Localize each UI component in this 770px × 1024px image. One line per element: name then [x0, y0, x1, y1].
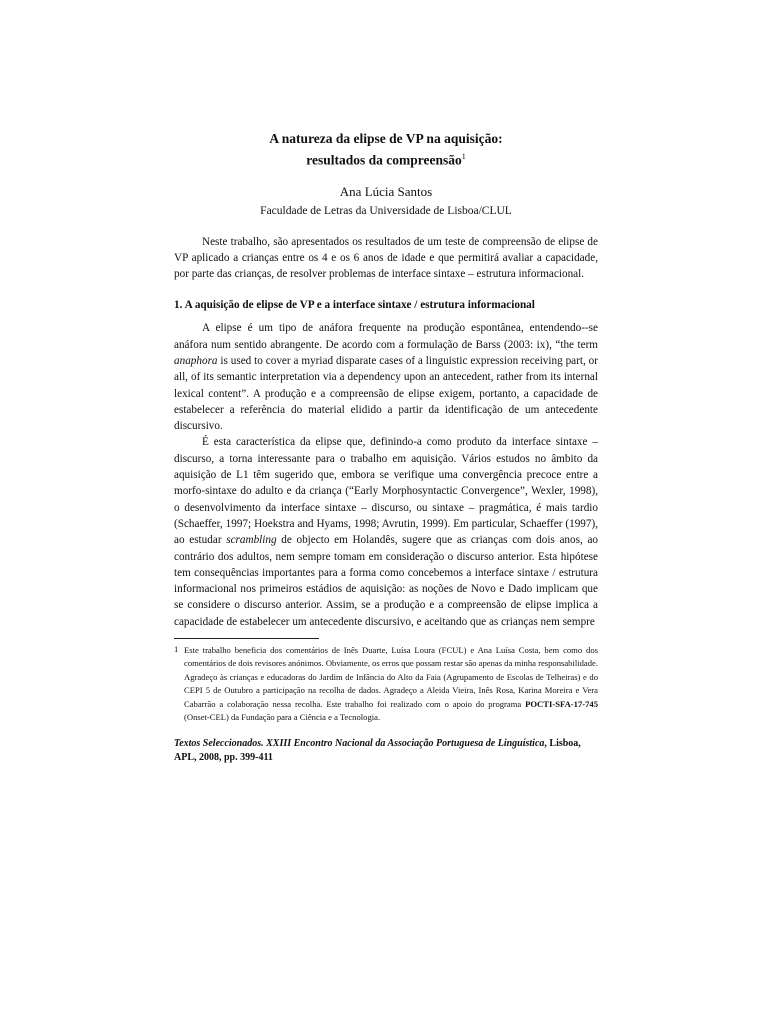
footnote-text-a: Este trabalho beneficia dos comentários de Inês Duarte, Luísa Loura (FCUL) e Ana Luísa Costa, bem como dos comentários de dois revisores anónimos. Obviamente, os erros que possam restar são apenas da minha responsabilidade. Agradeço às crianças e educadoras do Jardim de Infância do Alto da Faia (Agrupamento de Escolas de Telheiras) e do CEPI 5 de Outubro a participação na recolha de dados. Agradeço a Aleida Vieira, Inês Rosa, Karina Moreira e Vera Cabarrão a colaboração nessa recolha. Este trabalho foi realizado com o apoio do programa	[184, 645, 598, 709]
p1-text-b: is used to cover a myriad disparate cases of a linguistic expression receiving part, or all, of its semantic interpretation via a dependency upon an antecedent, rather from its internal lexical content”. A produção e a compreensão de elipse exigem, portanto, a capacidade de estabelecer a referência do material elidido a partir da identificação de um antecedente discursivo.	[174, 354, 598, 433]
citation-rest: , Lisboa, APL, 2008, pp. 399-411	[174, 738, 581, 764]
title-footnote-mark: 1	[461, 152, 466, 161]
footnote-divider	[174, 638, 319, 639]
p1-text-a: A elipse é um tipo de anáfora frequente na produção espontânea, entendendo--se anáfora num sentido abrangente. De acordo com a formulação de Barss (2003: ix), “the term	[174, 322, 598, 351]
title-line-1: A natureza da elipse de VP na aquisição:	[269, 131, 503, 146]
footnote-mark: 1	[174, 644, 179, 655]
citation-italic: Textos Seleccionados. XXIII Encontro Nacional da Associação Portuguesa de Linguística	[174, 738, 545, 750]
footnote-text-b: (Onset-CEL) da Fundação para a Ciência e a Tecnologia.	[184, 712, 381, 723]
footnote-1	[174, 644, 598, 724]
body-paragraph-2	[174, 434, 598, 630]
abstract: Neste trabalho, são apresentados os resultados de um teste de compreensão de elipse de VP aplicado a crianças entre os 4 e os 6 anos de idade e que permitirá avaliar a capacidade, por parte das crianças, de resolver problemas de interface sintaxe – estrutura informacional.	[174, 235, 598, 281]
p1-italic-term: anaphora	[174, 354, 218, 367]
footnote-grant-code: POCTI-SFA-17-745	[525, 698, 598, 709]
title-line-2: resultados da compreensão	[306, 152, 462, 168]
paper-title	[174, 130, 598, 170]
section-heading-1: 1. A aquisição de elipse de VP e a interface sintaxe / estrutura informacional	[174, 299, 535, 312]
paper-page	[174, 130, 598, 765]
author-affiliation: Faculdade de Letras da Universidade de Lisboa/CLUL	[260, 204, 512, 217]
body-paragraph-1	[174, 320, 598, 434]
p2-italic-term: scrambling	[226, 534, 277, 547]
source-citation	[174, 737, 598, 765]
author-name: Ana Lúcia Santos	[339, 183, 433, 199]
section-body	[174, 320, 598, 630]
p2-text-a: É esta característica da elipse que, definindo-a como produto da interface sintaxe – discurso, a torna interessante para o trabalho em aquisição. Vários estudos no âmbito da aquisição de L1 têm sugerido que, embora se verifique uma convergência precoce entre a morfo-sintaxe do adulto e da criança (“Early Morphosyntactic Convergence”, Wexler, 1998), o desenvolvimento da interface sintaxe – discurso, ou sintaxe – pragmática, é mais tardio (Schaeffer, 1997; Hoekstra and Hyams, 1998; Avrutin, 1999). Em particular, Schaeffer (1997), ao estudar	[174, 436, 598, 547]
p2-text-b: de objecto em Holandês, sugere que as crianças com dois anos, ao contrário dos adultos, nem sempre tomam em consideração o discurso anterior. Esta hipótese tem consequências importantes para a forma como concebemos a interface sintaxe / estrutura informacional nos primeiros estádios de aquisição: as noções de Novo e Dado implicam que se considere o discurso anterior. Assim, se a produção e a compreensão de elipse implica a capacidade de estabelecer um antecedente discursivo, e aceitando que as crianças nem sempre	[174, 534, 599, 628]
